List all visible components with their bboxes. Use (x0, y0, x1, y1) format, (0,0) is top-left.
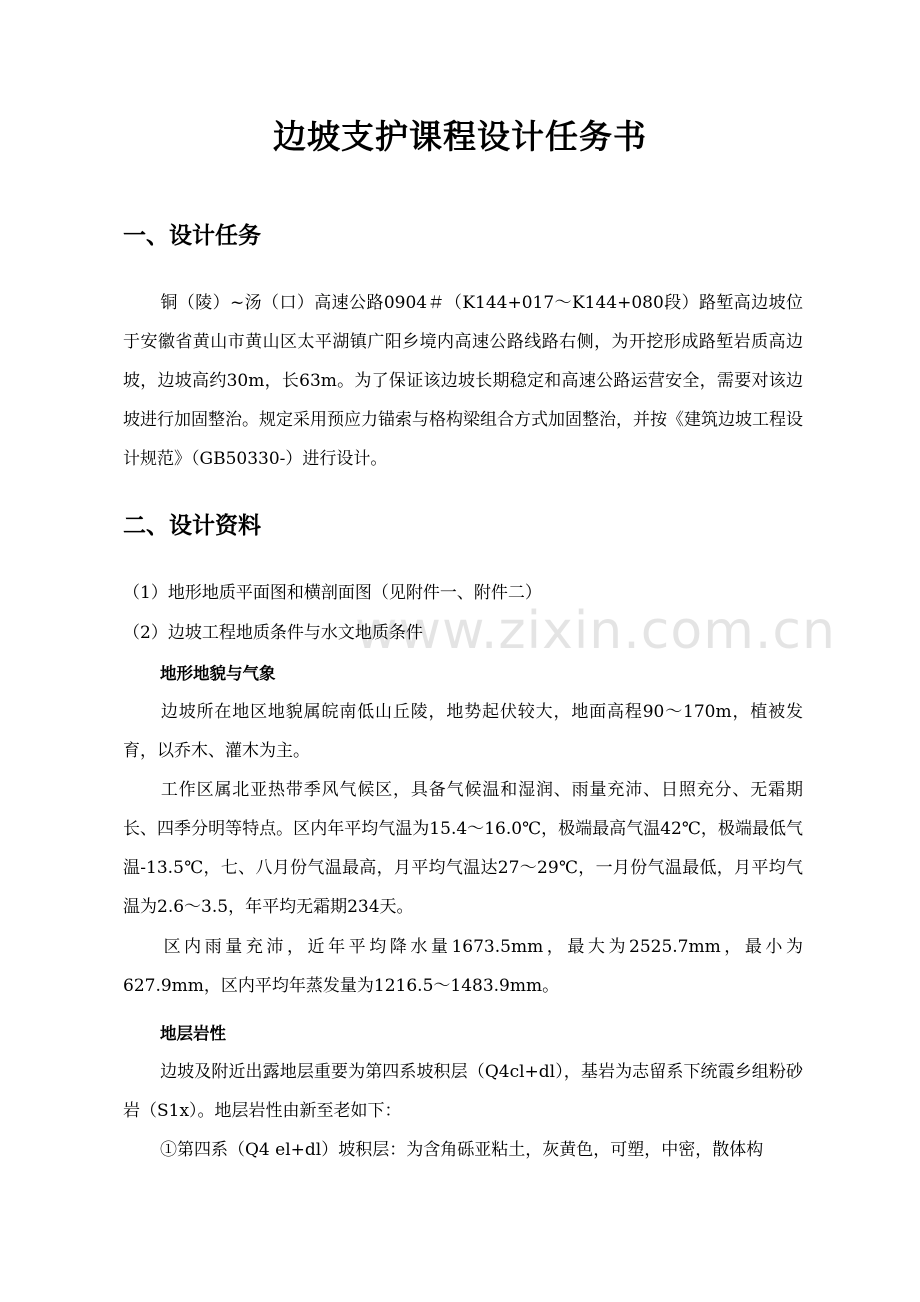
list-item-1: （1）地形地质平面图和横剖面图（见附件一、附件二） (123, 583, 542, 603)
paragraph-climate (123, 771, 803, 927)
paragraph-quaternary (123, 1131, 803, 1170)
paragraph-strata (123, 1053, 803, 1131)
section-1-paragraph-text: 铜（陵）~汤（口）高速公路0904＃（K144+017～K144+080段）路堑高边坡位于安徽省黄山市黄山区太平湖镇广阳乡境内高速公路线路右侧，为开挖形成路堑岩质高边坡，边坡高约30m，长63m。为了保证该边坡长期稳定和高速公路运营安全，需要对该边坡进行加固整治。规定采用预应力锚索与格构梁组合方式加固整治，并按《建筑边坡工程设计规范》（GB50330-）进行设计。 (123, 293, 803, 469)
watermark: www.zixin.com.cn (355, 601, 836, 661)
section-1-paragraph (123, 284, 803, 479)
paragraph-terrain (123, 693, 803, 771)
paragraph-rainfall-text: 区内雨量充沛，近年平均降水量1673.5mm，最大为2525.7mm，最小为627.9mm，区内平均年蒸发量为1216.5～1483.9mm。 (123, 937, 803, 996)
subheading-terrain-climate: 地形地貌与气象 (160, 664, 276, 683)
paragraph-climate-text: 工作区属北亚热带季风气候区，具备气候温和湿润、雨量充沛、日照充分、无霜期长、四季分明等特点。区内年平均气温为15.4～16.0℃，极端最高气温42℃，极端最低气温-13.5℃，七、八月份气温最高，月平均气温达27～29℃，一月份气温最低，月平均气温为2.6～3.5，年平均无霜期234天。 (123, 780, 803, 917)
subheading-strata: 地层岩性 (160, 1024, 226, 1043)
paragraph-quaternary-text: ①第四系（Q4 el+dl）坡积层：为含角砾亚粘土，灰黄色，可塑，中密，散体构 (160, 1140, 764, 1160)
page-title: 边坡支护课程设计任务书 (273, 117, 647, 156)
list-item-2: （2）边坡工程地质条件与水文地质条件 (123, 623, 423, 643)
section-2-heading: 二、设计资料 (123, 513, 261, 539)
paragraph-terrain-text: 边坡所在地区地貌属皖南低山丘陵，地势起伏较大，地面高程90～170m，植被发育，以乔木、灌木为主。 (123, 702, 803, 761)
paragraph-strata-text: 边坡及附近出露地层重要为第四系坡积层（Q4cl+dl），基岩为志留系下统霞乡组粉砂岩（S1x）。地层岩性由新至老如下： (123, 1062, 803, 1121)
section-1-heading: 一、设计任务 (123, 223, 261, 249)
paragraph-rainfall (123, 928, 803, 1006)
